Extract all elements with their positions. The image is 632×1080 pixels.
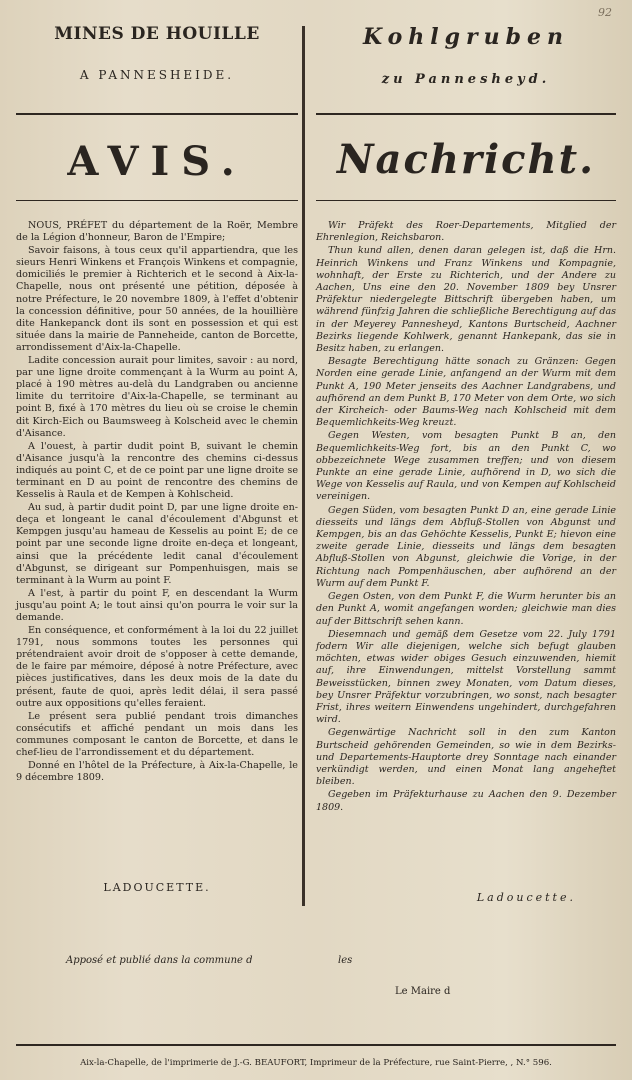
german-paragraph: Gegen Westen, vom besagten Punkt B an, den Bequemlichkeits-Weg fort, bis an den Punkt C, wo obbezeichnete Wege zusammen treffen; und von diesem Punkte an eine gerade Linie, aufhörend in D, wo sich die Wege von Kesselis auf Raula, und von Kempen auf Kohlscheid vereinigen. bbox=[316, 430, 616, 503]
german-body bbox=[316, 220, 616, 815]
german-paragraph: Gegeben im Präfekturhause zu Aachen den 9. Dezember 1809. bbox=[316, 789, 616, 813]
french-paragraph: Le présent sera publié pendant trois dimanches consécutifs et affiché pendant un mois dans les communes composant le canton de Borcette, et dans le chef-lieu de l'arrondissement et du département. bbox=[16, 710, 298, 759]
bottom-rule bbox=[16, 1044, 616, 1046]
german-subtitle: zu Pannesheyd. bbox=[381, 72, 551, 87]
german-title: Kohlgruben bbox=[362, 24, 569, 50]
german-paragraph: Gegen Osten, von dem Punkt F, die Wurm herunter bis an den Punkt A, womit angefangen worden; gleichwie man dies auf der Bittschrift sehen kann. bbox=[316, 591, 616, 627]
french-signature: LADOUCETTE. bbox=[103, 881, 211, 894]
french-heading: AVIS. bbox=[67, 138, 247, 185]
german-paragraph: Gegenwärtige Nachricht soll in den zum Kanton Burtscheid gehörenden Gemeinden, so wie in dem Bezirks- und Departements-Hauptorte drey Sonntage nach einander verkündigt werden, und einen Monat lang angeheftet bleiben. bbox=[316, 727, 616, 788]
maire-line: Le Maire d bbox=[395, 986, 451, 997]
printer-imprint: Aix-la-Chapelle, de l'imprimerie de J.-G. BEAUFORT, Imprimeur de la Préfecture, rue Saint-Pierre, , N.° 596. bbox=[80, 1058, 552, 1068]
french-paragraph: Au sud, à partir dudit point D, par une ligne droite en-deça et longeant le canal d'écoulement d'Abgunst et Kempgen jusqu'au hameau de Kesselis au point E; de ce point par une seconde ligne droite en-deça et longeant, ainsi que la précédente ledit canal d'écoulement d'Abgunst, se dirigeant sur Pompenhuisgen, mais se terminant à la Wurm au point F. bbox=[16, 502, 298, 586]
french-paragraph: NOUS, PRÉFET du département de la Roër, Membre de la Légion d'honneur, Baron de l'Empire; bbox=[16, 220, 298, 244]
french-top-rule bbox=[16, 113, 298, 115]
french-paragraph: A l'est, à partir du point F, en descendant la Wurm jusqu'au point A; le tout ainsi qu'on pourra le voir sur la demande. bbox=[16, 587, 298, 623]
french-paragraph: Ladite concession aurait pour limites, savoir : au nord, par une ligne droite commençant à la Wurm au point A, placé à 190 mètres au-delà du Landgraben ou ancienne limite du territoire d'Aix-la-Chapelle, se terminant au point B, fixé à 170 mètres du lieu où se croise le chemin dit Kirch-Eich ou Baumsweeg à Kolscheid avec le chemin d'Aisance. bbox=[16, 355, 298, 439]
german-paragraph: Thun kund allen, denen daran gelegen ist, daß die Hrn. Heinrich Winkens und Franz Winkens und Kompagnie, wohnhaft, der Erste zu Richterich, und der Andere zu Aachen, Uns eine den 20. November 1809 bey Unsrer Präfektur niedergelegte Bittschrift übergeben haben, um während fünfzig Jahren die schließliche Berechtigung auf das in der Meyerey Pannesheyd, Kantons Burtscheid, Aachner Bezirks liegende Kohlwerk, genannt Hankepank, das sie in Besitz haben, zu erlangen. bbox=[316, 245, 616, 355]
german-paragraph: Wir Präfekt des Roer-Departements, Mitglied der Ehrenlegion, Reichsbaron. bbox=[316, 220, 616, 244]
affixed-les: les bbox=[338, 955, 353, 966]
corner-mark: 92 bbox=[598, 6, 612, 19]
french-body bbox=[16, 220, 298, 785]
french-heading-rule bbox=[16, 200, 298, 201]
french-subtitle: A PANNESHEIDE. bbox=[79, 68, 235, 82]
german-signature: Ladoucette. bbox=[476, 891, 576, 904]
german-top-rule bbox=[316, 113, 616, 115]
french-paragraph: En conséquence, et conformément à la loi du 22 juillet 1791, nous sommons toutes les personnes qui prétendraient avoir droit de s'opposer à cette demande, de le faire par mémoire, déposé à notre Préfecture, avec pièces justificatives, dans les deux mois de la date du présent, faute de quoi, après ledit délai, il sera passé outre aux oppositions qu'elles feraient. bbox=[16, 625, 298, 709]
affixed-line: Apposé et publié dans la commune d bbox=[66, 955, 253, 966]
german-paragraph: Diesemnach und gemäß dem Gesetze vom 22. July 1791 fodern Wir alle diejenigen, welche sich befugt glauben möchten, etwas wider obiges Gesuch einzuwenden, hiemit auf, ihre Einwendungen, mittelst Vorstellung sammt Beweisstücken, binnen zwey Monaten, vom Datum dieses, bey Unsrer Präfektur vorzubringen, wo sonst, nach besagter Frist, ihres weitern Einwendens ungehindert, durchgefahren wird. bbox=[316, 628, 616, 726]
german-heading-rule bbox=[316, 200, 616, 201]
french-paragraph: A l'ouest, à partir dudit point B, suivant le chemin d'Aisance jusqu'à la rencontre des chemins ci-dessus indiqués au point C, et de ce point par une ligne droite se terminant en D au point de rencontre des chemins de Kesselis à Raula et de Kempen à Kohlscheid. bbox=[16, 440, 298, 501]
german-heading: Nachricht. bbox=[336, 136, 596, 183]
french-paragraph: Savoir faisons, à tous ceux qu'il appartiendra, que les sieurs Henri Winkens et François Winkens et compagnie, domiciliés le premier à Richterich et le second à Aix-la-Chapelle, nous ont présenté une pétition, déposée à notre Préfecture, le 20 novembre 1809, à l'effet d'obtenir la concession définitive, pour 50 années, de la houillière dite Hankepanck dont ils sont en possession et qui est située dans la mairie de Panneheide, canton de Borcette, arrondissement d'Aix-la-Chapelle. bbox=[16, 245, 298, 353]
german-paragraph: Besagte Berechtigung hätte sonach zu Gränzen: Gegen Norden eine gerade Linie, anfangend an der Wurm mit dem Punkt A, 190 Meter jenseits des Aachner Landgrabens, und aufhörend an dem Punkt B, 170 Meter von dem Orte, wo sich der Kircheich- oder Baums-Weg nach Kohlscheid mit dem Bequemlichkeits-Weg kreuzt. bbox=[316, 356, 616, 429]
german-paragraph: Gegen Süden, vom besagten Punkt D an, eine gerade Linie diesseits und längs dem Abfluß-Stollen von Abgunst und Kempgen, bis an das Gehöchte Kesselis, Punkt E; hievon eine zweite gerade Linie, diesseits und längs dem besagten Abfluß-Stollen von Abgunst, gleichwie die Vorige, in der Richtung nach Pompenhäuschen, aber aufhörend an der Wurm auf dem Punkt F. bbox=[316, 504, 616, 589]
column-divider bbox=[302, 26, 305, 906]
french-paragraph: Donné en l'hôtel de la Préfecture, à Aix-la-Chapelle, le 9 décembre 1809. bbox=[16, 760, 298, 784]
french-title: MINES DE HOUILLE bbox=[54, 24, 260, 44]
